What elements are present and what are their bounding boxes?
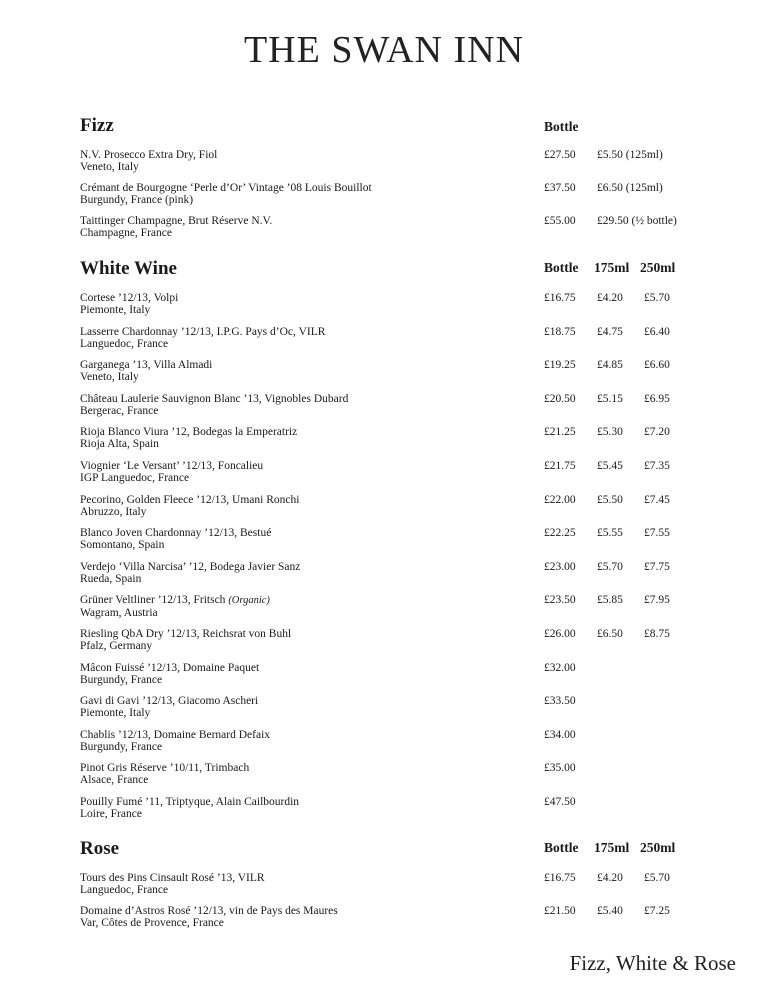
wine-note: (Organic): [228, 595, 270, 607]
wine-name: Pinot Gris Réserve ’10/11, Trimbach: [80, 762, 250, 775]
wine-entry: [80, 460, 460, 484]
bottle-price: £37.50: [544, 182, 576, 194]
bottle-price: £21.75: [544, 459, 576, 472]
wine-region: Champagne, France: [80, 227, 172, 239]
bottle-price: £21.50: [544, 905, 576, 917]
wine-name: Taittinger Champagne, Brut Réserve N.V.: [80, 215, 273, 227]
glass-175-price: £4.85: [597, 359, 623, 372]
wine-entry: [80, 561, 460, 585]
wine-region: Languedoc, France: [80, 337, 169, 350]
white-col-bottle: Bottle: [544, 260, 579, 275]
wine-name-line: [80, 359, 460, 371]
glass-250-price: £7.25: [644, 905, 670, 917]
wine-region: Veneto, Italy: [80, 371, 139, 384]
wine-row: [80, 494, 700, 528]
glass-price: £5.50 (125ml): [597, 149, 663, 161]
wine-name: Château Laulerie Sauvignon Blanc ’13, Vignobles Dubard: [80, 392, 349, 405]
wine-region: Pfalz, Germany: [80, 639, 153, 652]
wine-name-line: [80, 872, 460, 884]
wine-name: Grüner Veltliner ’12/13, Fritsch: [80, 594, 229, 607]
bottle-price: £16.75: [544, 292, 576, 304]
page-footer: Fizz, White & Rose: [569, 951, 736, 975]
rose-header: [80, 838, 700, 872]
fizz-list: [80, 149, 700, 248]
wine-name-line: [80, 292, 460, 304]
wine-region: Rueda, Spain: [80, 572, 142, 585]
wine-region: Bergerac, France: [80, 404, 159, 417]
wine-region: Burgundy, France: [80, 740, 163, 753]
wine-entry: [80, 796, 460, 820]
bottle-price: £22.25: [544, 527, 576, 540]
wine-row: [80, 292, 700, 326]
white-wine-title: White Wine: [80, 258, 177, 279]
glass-250-price: £5.70: [644, 292, 670, 304]
wine-entry: [80, 494, 460, 518]
wine-row: [80, 796, 700, 830]
wine-row: [80, 729, 700, 763]
glass-250-price: £7.75: [644, 560, 670, 573]
fizz-col-bottle: Bottle: [544, 119, 579, 134]
wine-name: Pouilly Fumé ’11, Triptyque, Alain Cailbourdin: [80, 795, 300, 808]
wine-name-line: [80, 762, 460, 774]
wine-name: Blanco Joven Chardonnay ’12/13, Bestué: [80, 527, 272, 540]
wine-name: Rioja Blanco Viura ’12, Bodegas la Emperatriz: [80, 426, 298, 439]
wine-region: Abruzzo, Italy: [80, 505, 147, 518]
rose-title: Rose: [80, 838, 120, 859]
wine-row: [80, 215, 700, 248]
wine-name: Viognier ‘Le Versant’ ’12/13, Foncalieu: [80, 459, 264, 472]
glass-175-price: £5.30: [597, 426, 623, 439]
wine-entry: [80, 628, 460, 652]
wine-region: IGP Languedoc, France: [80, 471, 190, 484]
wine-row: [80, 662, 700, 696]
bottle-price: £47.50: [544, 795, 576, 808]
glass-175-price: £4.20: [597, 292, 623, 304]
wine-row: [80, 762, 700, 796]
white-wine-section: [80, 258, 700, 830]
bottle-price: £26.00: [544, 627, 576, 640]
wine-name: Cortese ’12/13, Volpi: [80, 292, 179, 304]
wine-row: [80, 872, 700, 905]
bottle-price: £23.00: [544, 560, 576, 573]
wine-name: N.V. Prosecco Extra Dry, Fiol: [80, 149, 218, 161]
bottle-price: £21.25: [544, 426, 576, 439]
wine-name: Garganega ’13, Villa Almadi: [80, 359, 213, 372]
wine-name-line: [80, 393, 460, 405]
bottle-price: £20.50: [544, 392, 576, 405]
wine-name: Crémant de Bourgogne ‘Perle d’Or’ Vintage ’08 Louis Bouillot: [80, 182, 372, 194]
glass-250-price: £6.60: [644, 359, 670, 372]
glass-250-price: £6.40: [644, 325, 670, 338]
glass-175-price: £5.45: [597, 459, 623, 472]
wine-region: Rioja Alta, Spain: [80, 438, 159, 451]
wine-row: [80, 326, 700, 360]
fizz-title: Fizz: [80, 115, 114, 136]
wine-name: Tours des Pins Cinsault Rosé ’13, VILR: [80, 872, 265, 884]
wine-row: [80, 594, 700, 628]
wine-name-line: [80, 494, 460, 506]
wine-region: Burgundy, France: [80, 673, 163, 686]
wine-region: Somontano, Spain: [80, 539, 165, 552]
glass-250-price: £7.55: [644, 527, 670, 540]
wine-row: [80, 393, 700, 427]
wine-name: Domaine d’Astros Rosé ’12/13, vin de Pays des Maures: [80, 905, 338, 917]
wine-region: Var, Côtes de Provence, France: [80, 917, 224, 929]
wine-name-line: [80, 326, 460, 338]
rose-col-250: 250ml: [640, 840, 676, 855]
wine-name: Mâcon Fuissé ’12/13, Domaine Paquet: [80, 661, 260, 674]
wine-region: Veneto, Italy: [80, 161, 139, 173]
glass-250-price: £7.20: [644, 426, 670, 439]
wine-name: Verdejo ‘Villa Narcisa’ ’12, Bodega Javier Sanz: [80, 560, 301, 573]
wine-name-line: [80, 729, 460, 741]
wine-entry: [80, 292, 460, 316]
bottle-price: £34.00: [544, 728, 576, 741]
wine-row: [80, 527, 700, 561]
wine-entry: [80, 393, 460, 417]
wine-entry: [80, 359, 460, 383]
wine-name: Chablis ’12/13, Domaine Bernard Defaix: [80, 728, 271, 741]
bottle-price: £23.50: [544, 594, 576, 607]
wine-entry: [80, 905, 460, 929]
wine-row: [80, 182, 700, 215]
bottle-price: £22.00: [544, 493, 576, 506]
bottle-price: £33.50: [544, 695, 576, 708]
bottle-price: £27.50: [544, 149, 576, 161]
white-wine-header: [80, 258, 700, 292]
white-wine-list: [80, 292, 700, 830]
glass-175-price: £5.55: [597, 527, 623, 540]
wine-entry: [80, 872, 460, 896]
wine-name: Gavi di Gavi ’12/13, Giacomo Ascheri: [80, 695, 259, 708]
glass-175-price: £5.15: [597, 392, 623, 405]
wine-row: [80, 628, 700, 662]
bottle-price: £19.25: [544, 359, 576, 372]
wine-name-line: [80, 527, 460, 539]
wine-name-line: [80, 905, 460, 917]
wine-name: Lasserre Chardonnay ’12/13, I.P.G. Pays d’Oc, VILR: [80, 325, 326, 338]
wine-entry: [80, 215, 460, 239]
rose-col-bottle: Bottle: [544, 840, 579, 855]
wine-region: Piemonte, Italy: [80, 707, 151, 720]
glass-250-price: £6.95: [644, 392, 670, 405]
wine-entry: [80, 182, 460, 206]
glass-250-price: £8.75: [644, 627, 670, 640]
wine-entry: [80, 695, 460, 719]
white-col-175: 175ml: [594, 260, 630, 275]
glass-250-price: £7.95: [644, 594, 670, 607]
wine-row: [80, 561, 700, 595]
bottle-price: £18.75: [544, 325, 576, 338]
wine-entry: [80, 662, 460, 686]
glass-175-price: £5.40: [597, 905, 623, 917]
glass-250-price: £7.45: [644, 493, 670, 506]
bottle-price: £32.00: [544, 661, 576, 674]
wine-region: Burgundy, France (pink): [80, 194, 194, 206]
wine-row: [80, 905, 700, 938]
wine-entry: [80, 527, 460, 551]
wine-region: Piemonte, Italy: [80, 304, 151, 316]
glass-price: £6.50 (125ml): [597, 182, 663, 194]
wine-row: [80, 149, 700, 182]
wine-region: Alsace, France: [80, 774, 149, 787]
glass-175-price: £4.75: [597, 325, 623, 338]
wine-name-line: [80, 628, 460, 640]
glass-price: £29.50 (½ bottle): [597, 215, 677, 227]
wine-entry: [80, 326, 460, 350]
glass-250-price: £7.35: [644, 459, 670, 472]
glass-175-price: £4.20: [597, 872, 623, 884]
glass-175-price: £6.50: [597, 627, 623, 640]
fizz-section: [80, 115, 700, 248]
wine-name-line: [80, 426, 460, 438]
bottle-price: £16.75: [544, 872, 576, 884]
white-col-250: 250ml: [640, 260, 676, 275]
wine-row: [80, 359, 700, 393]
wine-name-line: [80, 561, 460, 573]
bottle-price: £35.00: [544, 762, 576, 775]
wine-name: Pecorino, Golden Fleece ’12/13, Umani Ronchi: [80, 493, 300, 506]
wine-name: Riesling QbA Dry ’12/13, Reichsrat von Buhl: [80, 627, 292, 640]
wine-region: Loire, France: [80, 807, 142, 820]
wine-entry: [80, 426, 460, 450]
wine-row: [80, 695, 700, 729]
wine-row: [80, 460, 700, 494]
rose-list: [80, 872, 700, 938]
wine-entry: [80, 762, 460, 786]
glass-250-price: £5.70: [644, 872, 670, 884]
rose-col-175: 175ml: [594, 840, 630, 855]
wine-region: Wagram, Austria: [80, 607, 158, 620]
wine-name-line: [80, 662, 460, 674]
glass-175-price: £5.50: [597, 493, 623, 506]
rose-section: [80, 838, 700, 938]
wine-region: Languedoc, France: [80, 884, 169, 896]
wine-entry: [80, 729, 460, 753]
wine-name-line: [80, 695, 460, 707]
wine-name-line: [80, 796, 460, 808]
wine-entry: [80, 594, 460, 619]
wine-name-line: [80, 594, 460, 607]
page-title: THE SWAN INN: [243, 29, 525, 71]
glass-175-price: £5.85: [597, 594, 623, 607]
wine-entry: [80, 149, 460, 173]
glass-175-price: £5.70: [597, 560, 623, 573]
wine-row: [80, 426, 700, 460]
fizz-header: [80, 115, 700, 149]
bottle-price: £55.00: [544, 215, 576, 227]
wine-name-line: [80, 460, 460, 472]
